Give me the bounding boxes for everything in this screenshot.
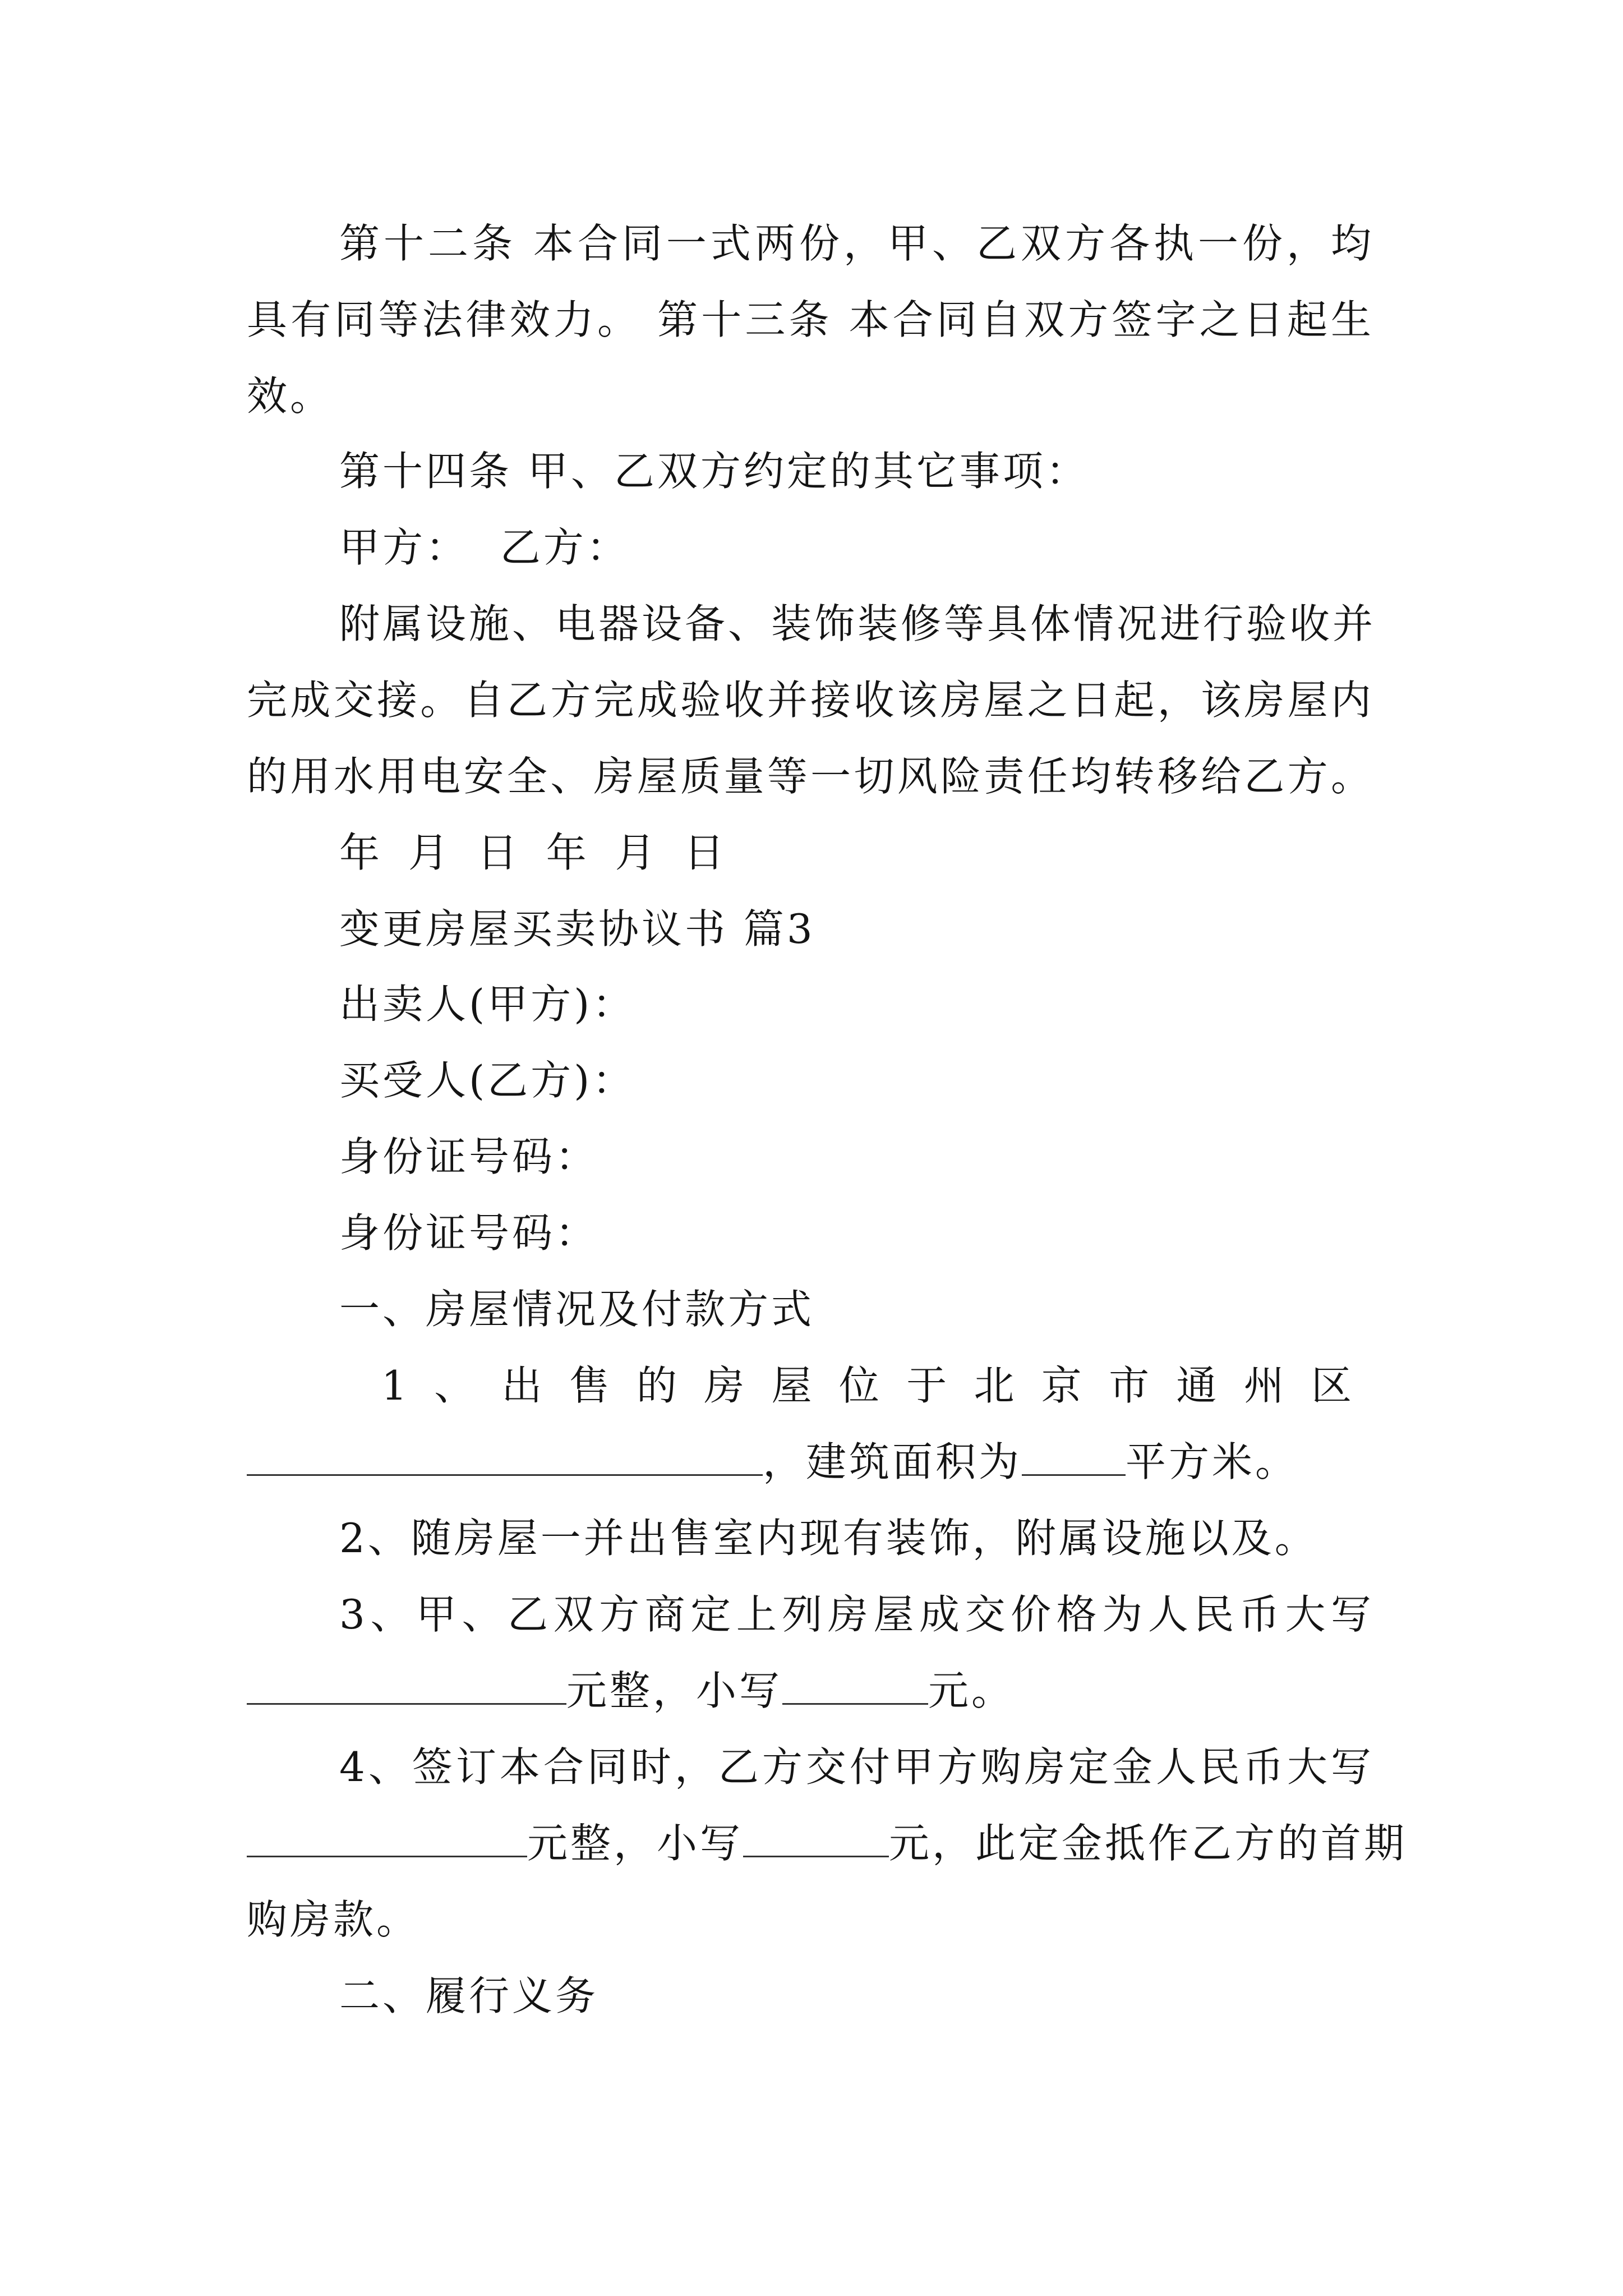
- item-4-line: 4、签订本合同时，乙方交付甲方购房定金人民币大写: [339, 1743, 1374, 1791]
- text-segment: 元。: [928, 1667, 1015, 1714]
- paragraph-line: 具有同等法律效力。 第十三条 本合同自双方签字之日起生: [247, 296, 1374, 343]
- item-1-continuation: [247, 1434, 1374, 1490]
- paragraph-line: 完成交接。自乙方完成验收并接收该房屋之日起，该房屋内: [247, 677, 1374, 724]
- item-1-line: 1、出售的房屋位于北京市通州区: [381, 1362, 1374, 1409]
- clause-14-line: 第十四条 甲、乙双方约定的其它事项：: [339, 448, 1089, 495]
- deposit-uppercase-blank: [247, 1816, 527, 1857]
- paragraph-line: 购房款。: [247, 1896, 420, 1943]
- paragraph-line: 的用水用电安全、房屋质量等一切风险责任均转移给乙方。: [247, 753, 1374, 800]
- price-lowercase-blank: [782, 1664, 928, 1705]
- heading-obligations: 二、履行义务: [339, 1972, 599, 2019]
- text-segment: 元整，小写: [566, 1667, 783, 1714]
- buyer-field: 买受人(乙方)：: [339, 1057, 636, 1104]
- address-blank: [247, 1435, 763, 1476]
- id-number-field: 身份证号码：: [339, 1133, 599, 1180]
- area-blank: [1022, 1435, 1126, 1476]
- party-signature-line: 甲方： 乙方：: [339, 524, 630, 571]
- item-3-line: 3、甲、乙双方商定上列房屋成交价格为人民币大写: [339, 1591, 1374, 1638]
- paragraph-line: 效。: [247, 372, 334, 420]
- text-segment: 元，此定金抵作乙方的首期: [889, 1820, 1408, 1867]
- item-2-line: 2、随房屋一并出售室内现有装饰，附属设施以及。: [339, 1515, 1318, 1562]
- text-segment: 元整，小写: [527, 1820, 744, 1867]
- seller-field: 出卖人(甲方)：: [339, 981, 636, 1028]
- heading-house-and-payment: 一、房屋情况及付款方式: [339, 1286, 815, 1333]
- text-segment: 平方米。: [1126, 1438, 1299, 1485]
- item-4-continuation: [247, 1815, 1408, 1871]
- paragraph-line: 附属设施、电器设备、装饰装修等具体情况进行验收并: [339, 600, 1376, 647]
- section-title: 变更房屋买卖协议书 篇3: [339, 905, 815, 953]
- price-uppercase-blank: [247, 1664, 566, 1705]
- id-number-field: 身份证号码：: [339, 1209, 599, 1257]
- deposit-lowercase-blank: [743, 1816, 889, 1857]
- item-3-continuation: [247, 1663, 1374, 1719]
- date-line: 年 月 日 年 月 日: [339, 829, 727, 876]
- paragraph-line: 第十二条 本合同一式两份，甲、乙双方各执一份，均: [339, 220, 1374, 267]
- text-segment: ，建筑面积为: [763, 1438, 1022, 1485]
